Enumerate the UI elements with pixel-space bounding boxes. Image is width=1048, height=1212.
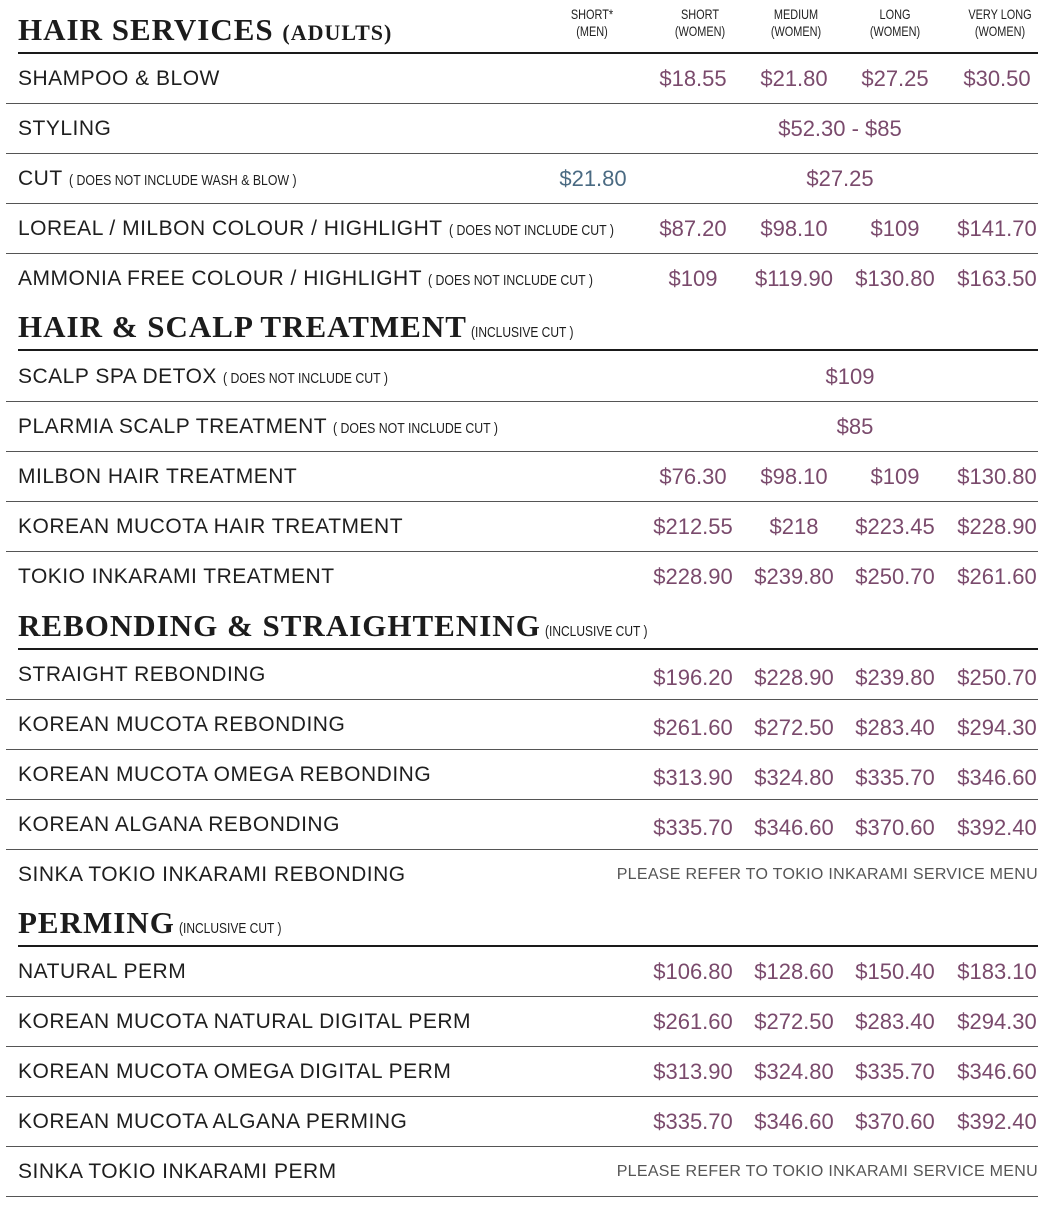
price-very-long-women: $163.50 — [957, 266, 1037, 291]
price-short-women: $261.60 — [653, 1009, 733, 1034]
price-long-women: $370.60 — [855, 815, 935, 840]
price-long-women: $283.40 — [855, 715, 935, 740]
service-name: SHAMPOO & BLOW — [18, 67, 220, 90]
price-very-long-women: $346.60 — [957, 765, 1037, 790]
price-medium-women: $272.50 — [754, 715, 834, 740]
service-row-shampoo-blow — [6, 54, 1038, 104]
service-row-korean-mucota-algana-perming — [6, 1097, 1038, 1147]
service-name: TOKIO INKARAMI TREATMENT — [18, 565, 335, 588]
service-row-scalp-spa-detox — [6, 352, 1038, 402]
price-very-long-women: $130.80 — [957, 464, 1037, 489]
service-row-sinka-tokio-rebonding — [6, 850, 1038, 900]
service-row-sinka-tokio-perm — [6, 1147, 1038, 1197]
service-name: KOREAN ALGANA REBONDING — [18, 813, 340, 836]
price-medium-women: $324.80 — [754, 765, 834, 790]
price-long-women: $370.60 — [855, 1109, 935, 1134]
price-very-long-women: $294.30 — [957, 1009, 1037, 1034]
price-long-women: $250.70 — [855, 564, 935, 589]
service-row-milbon-hair-treatment — [6, 452, 1038, 502]
service-row-styling — [6, 104, 1038, 154]
section-title: HAIR & SCALP TREATMENT (INCLUSIVE CUT ) — [18, 309, 574, 344]
service-row-korean-algana-rebonding — [6, 800, 1038, 850]
section-note: (ADULTS) — [282, 20, 393, 45]
price-short-women: $18.55 — [659, 66, 727, 91]
service-name: SINKA TOKIO INKARAMI PERM — [18, 1160, 337, 1183]
service-row-natural-perm — [6, 947, 1038, 997]
service-name: KOREAN MUCOTA HAIR TREATMENT — [18, 515, 404, 538]
service-name: KOREAN MUCOTA ALGANA PERMING — [18, 1110, 408, 1133]
price-range: $52.30 - $85 — [778, 116, 902, 141]
service-name: STRAIGHT REBONDING — [18, 663, 266, 686]
price-short-men: $21.80 — [559, 166, 627, 191]
service-row-korean-mucota-omega-rebonding — [6, 750, 1038, 800]
service-row-tokio-inkarami-treatment — [6, 552, 1038, 602]
service-row-plarmia-scalp — [6, 402, 1038, 452]
price-women: $27.25 — [806, 166, 874, 191]
price-medium-women: $128.60 — [754, 959, 834, 984]
service-name: KOREAN MUCOTA REBONDING — [18, 713, 346, 736]
price-medium-women: $228.90 — [754, 665, 834, 690]
section-note: (INCLUSIVE CUT ) — [544, 623, 648, 640]
service-row-straight-rebonding — [6, 650, 1038, 700]
price-short-women: $313.90 — [653, 765, 733, 790]
price-medium-women: $346.60 — [754, 815, 834, 840]
price-very-long-women: $30.50 — [963, 66, 1031, 91]
price-short-women: $109 — [668, 266, 718, 291]
price-very-long-women: $250.70 — [957, 665, 1037, 690]
price-very-long-women: $294.30 — [957, 715, 1037, 740]
service-name: MILBON HAIR TREATMENT — [18, 465, 298, 488]
price-single: $109 — [825, 364, 875, 389]
service-note: ( DOES NOT INCLUDE CUT ) — [428, 272, 593, 289]
price-long-women: $27.25 — [861, 66, 929, 91]
col-header-very-long-women: VERY LONG (WOMEN) — [968, 6, 1032, 39]
price-short-women: $87.20 — [659, 216, 727, 241]
service-name: KOREAN MUCOTA OMEGA REBONDING — [18, 763, 432, 786]
price-short-women: $313.90 — [653, 1059, 733, 1084]
col-header-short-men: SHORT* (MEN) — [570, 6, 614, 39]
section-hair-services — [18, 6, 1038, 54]
service-name: KOREAN MUCOTA NATURAL DIGITAL PERM — [18, 1010, 471, 1033]
service-note: ( DOES NOT INCLUDE WASH & BLOW ) — [68, 172, 297, 189]
service-name: LOREAL / MILBON COLOUR / HIGHLIGHT ( DOES NOT INCLUDE CUT ) — [18, 217, 614, 240]
price-medium-women: $218 — [769, 514, 819, 539]
price-very-long-women: $183.10 — [957, 959, 1037, 984]
price-very-long-women: $392.40 — [957, 815, 1037, 840]
price-long-women: $109 — [870, 464, 920, 489]
price-very-long-women: $392.40 — [957, 1109, 1037, 1134]
section-note: (INCLUSIVE CUT ) — [178, 920, 282, 937]
price-very-long-women: $228.90 — [957, 514, 1037, 539]
price-long-women: $130.80 — [855, 266, 935, 291]
service-row-korean-mucota-natural-digital-perm — [6, 997, 1038, 1047]
service-row-cut — [6, 154, 1038, 204]
price-long-women: $239.80 — [855, 665, 935, 690]
price-medium-women: $346.60 — [754, 1109, 834, 1134]
price-short-women: $196.20 — [653, 665, 733, 690]
service-row-loreal-milbon-colour — [6, 204, 1038, 254]
col-header-medium-women: MEDIUM (WOMEN) — [770, 6, 822, 39]
price-very-long-women: $141.70 — [957, 216, 1037, 241]
service-row-korean-mucota-omega-digital-perm — [6, 1047, 1038, 1097]
price-long-women: $335.70 — [855, 1059, 935, 1084]
service-name: NATURAL PERM — [18, 960, 187, 983]
price-short-women: $261.60 — [653, 715, 733, 740]
section-scalp-treatment — [18, 303, 1038, 351]
service-name: KOREAN MUCOTA OMEGA DIGITAL PERM — [18, 1060, 452, 1083]
section-title: PERMING (INCLUSIVE CUT ) — [18, 905, 282, 940]
service-name: SINKA TOKIO INKARAMI REBONDING — [18, 863, 406, 886]
refer-note: PLEASE REFER TO TOKIO INKARAMI SERVICE MENU — [616, 866, 1038, 883]
price-short-women: $76.30 — [659, 464, 727, 489]
section-rebonding — [18, 602, 1038, 650]
price-short-women: $212.55 — [653, 514, 733, 539]
price-medium-women: $239.80 — [754, 564, 834, 589]
service-name: CUT ( DOES NOT INCLUDE WASH & BLOW ) — [18, 167, 297, 190]
price-short-women: $335.70 — [653, 1109, 733, 1134]
price-medium-women: $119.90 — [755, 266, 833, 291]
service-row-ammonia-free-colour — [6, 254, 1038, 304]
price-short-women: $335.70 — [653, 815, 733, 840]
price-long-women: $283.40 — [855, 1009, 935, 1034]
service-name: STYLING — [18, 117, 112, 140]
price-long-women: $335.70 — [855, 765, 935, 790]
section-note: (INCLUSIVE CUT ) — [470, 324, 574, 341]
section-title: REBONDING & STRAIGHTENING (INCLUSIVE CUT ) — [18, 608, 648, 643]
service-row-korean-mucota-hair-treatment — [6, 502, 1038, 552]
price-medium-women: $324.80 — [754, 1059, 834, 1084]
service-note: ( DOES NOT INCLUDE CUT ) — [222, 370, 388, 387]
service-row-korean-mucota-rebonding — [6, 700, 1038, 750]
price-medium-women: $98.10 — [760, 464, 828, 489]
price-long-women: $109 — [870, 216, 920, 241]
service-note: ( DOES NOT INCLUDE CUT ) — [448, 222, 614, 239]
price-long-women: $223.45 — [855, 514, 935, 539]
price-very-long-women: $346.60 — [957, 1059, 1037, 1084]
section-title: HAIR SERVICES (ADULTS) — [18, 12, 393, 47]
price-medium-women: $272.50 — [754, 1009, 834, 1034]
service-name: AMMONIA FREE COLOUR / HIGHLIGHT ( DOES NOT INCLUDE CUT ) — [18, 267, 593, 290]
refer-note: PLEASE REFER TO TOKIO INKARAMI SERVICE MENU — [616, 1163, 1038, 1180]
service-note: ( DOES NOT INCLUDE CUT ) — [333, 420, 499, 437]
col-header-long-women: LONG (WOMEN) — [869, 6, 921, 39]
service-name: PLARMIA SCALP TREATMENT ( DOES NOT INCLUDE CUT ) — [18, 415, 499, 438]
price-medium-women: $21.80 — [760, 66, 828, 91]
section-perming — [18, 899, 1038, 947]
col-header-short-women: SHORT (WOMEN) — [674, 6, 726, 39]
price-short-women: $106.80 — [653, 959, 733, 984]
service-name: SCALP SPA DETOX ( DOES NOT INCLUDE CUT ) — [18, 365, 388, 388]
price-short-women: $228.90 — [653, 564, 733, 589]
price-very-long-women: $261.60 — [957, 564, 1037, 589]
price-medium-women: $98.10 — [760, 216, 828, 241]
price-single: $85 — [836, 414, 874, 439]
price-long-women: $150.40 — [855, 959, 935, 984]
